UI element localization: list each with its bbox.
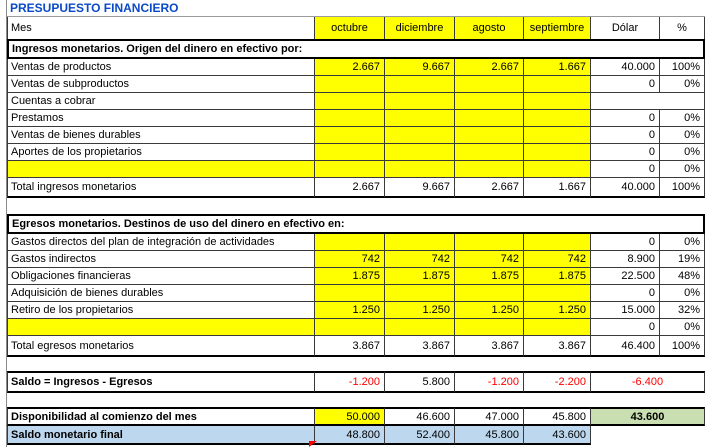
cell-dolar[interactable]: 15.000 (591, 302, 660, 319)
cell-agosto[interactable] (455, 234, 524, 251)
month-header-agosto: agosto (455, 17, 524, 39)
table-row (7, 234, 705, 251)
cell-agosto[interactable]: 45.800 (455, 426, 524, 445)
cell-agosto[interactable]: 2.667 (455, 178, 524, 198)
section-header-egresos: Egresos monetarios. Destinos de uso del dinero en efectivo en: (7, 214, 705, 234)
cell-octubre[interactable] (315, 110, 385, 127)
table-row (7, 76, 705, 93)
table-row (7, 302, 705, 319)
cell-septiembre[interactable] (524, 234, 591, 251)
cell-septiembre[interactable]: 45.800 (524, 407, 591, 426)
cell-octubre[interactable] (315, 234, 385, 251)
section-spacer (7, 198, 705, 214)
cell-octubre[interactable]: 742 (315, 251, 385, 268)
cell-dolar[interactable]: 8.900 (591, 251, 660, 268)
cell-octubre[interactable] (315, 285, 385, 302)
cell-percent[interactable]: 48% (660, 268, 705, 285)
cell-dolar-percent-merged[interactable] (591, 93, 705, 110)
row-label: Obligaciones financieras (7, 268, 315, 285)
row-label: Saldo monetario final (7, 426, 315, 445)
row-label: Saldo = Ingresos - Egresos (7, 371, 315, 393)
cell-agosto[interactable]: 47.000 (455, 407, 524, 426)
row-label: Ventas de productos (7, 59, 315, 76)
saldo-row (7, 371, 705, 393)
cell-octubre[interactable] (315, 161, 385, 178)
cell-octubre[interactable] (315, 144, 385, 161)
section-spacer (7, 357, 705, 371)
budget-spreadsheet (7, 0, 705, 445)
cell-percent[interactable]: 0% (660, 110, 705, 127)
row-label: Ventas de subproductos (7, 76, 315, 93)
cell-octubre[interactable]: -1.200 (315, 371, 385, 393)
table-row (7, 268, 705, 285)
cell-diciembre[interactable]: 52.400 (385, 426, 455, 445)
cell-octubre[interactable]: 48.800 (315, 426, 385, 445)
row-label: Total ingresos monetarios (7, 178, 315, 198)
cell-agosto[interactable] (455, 319, 524, 336)
row-label: Retiro de los propietarios (7, 302, 315, 319)
percent-header-cell: % (660, 17, 705, 39)
cell-agosto[interactable] (455, 144, 524, 161)
cell-percent[interactable]: 32% (660, 302, 705, 319)
cell-septiembre[interactable] (524, 76, 591, 93)
row-label: Cuentas a cobrar (7, 93, 315, 110)
cell-septiembre[interactable] (524, 93, 591, 110)
cell-agosto[interactable] (455, 93, 524, 110)
section-header-ingresos: Ingresos monetarios. Origen del dinero en efectivo por: (7, 39, 705, 59)
month-header-octubre: octubre (315, 17, 385, 39)
cell-septiembre[interactable] (524, 127, 591, 144)
cell-agosto[interactable] (455, 161, 524, 178)
cell-diciembre[interactable] (385, 285, 455, 302)
row-label (7, 161, 315, 178)
column-header-row (7, 17, 705, 39)
cell-octubre[interactable] (315, 319, 385, 336)
cell-diciembre[interactable]: 5.800 (385, 371, 455, 393)
row-label: Total egresos monetarios (7, 336, 315, 357)
table-row-blank (7, 161, 705, 178)
table-row-blank (7, 319, 705, 336)
total-egresos-row (7, 336, 705, 357)
cell-agosto[interactable] (455, 285, 524, 302)
cell-septiembre[interactable]: 43.600 (524, 426, 591, 445)
cell-diciembre[interactable] (385, 319, 455, 336)
cell-diciembre[interactable]: 742 (385, 251, 455, 268)
page-title: PRESUPUESTO FINANCIERO (10, 1, 179, 15)
row-label: Adquisición de bienes durables (7, 285, 315, 302)
month-header-septiembre: septiembre (524, 17, 591, 39)
cell-septiembre[interactable] (524, 144, 591, 161)
cell-septiembre[interactable]: 1.250 (524, 302, 591, 319)
table-row (7, 144, 705, 161)
cell-dolar[interactable]: 22.500 (591, 268, 660, 285)
total-ingresos-row (7, 178, 705, 198)
comment-indicator-icon (309, 441, 317, 447)
cell-percent[interactable]: 0% (660, 76, 705, 93)
cell-agosto[interactable]: 2.667 (455, 59, 524, 76)
cell-saldo-total[interactable]: -6.400 (591, 371, 705, 393)
cell-octubre[interactable]: 1.250 (315, 302, 385, 319)
row-label: Gastos indirectos (7, 251, 315, 268)
saldo-final-row (7, 426, 705, 445)
row-label: Gastos directos del plan de integración de actividades (7, 234, 315, 251)
row-label: Ventas de bienes durables (7, 127, 315, 144)
title-row (7, 0, 705, 17)
cell-dolar[interactable]: 0 (591, 319, 660, 336)
cell-septiembre[interactable]: 3.867 (524, 336, 591, 357)
cell-diciembre[interactable] (385, 93, 455, 110)
table-row (7, 127, 705, 144)
cell-diciembre[interactable]: 9.667 (385, 178, 455, 198)
cell-diciembre[interactable]: 9.667 (385, 59, 455, 76)
cell-disponibilidad-total[interactable]: 43.600 (591, 407, 705, 426)
cell-agosto[interactable]: 742 (455, 251, 524, 268)
cell-agosto[interactable] (455, 76, 524, 93)
cell-diciembre[interactable] (385, 110, 455, 127)
cell-agosto[interactable]: -1.200 (455, 371, 524, 393)
cell-dolar[interactable]: 0 (591, 144, 660, 161)
row-label (7, 319, 315, 336)
cell-octubre[interactable] (315, 93, 385, 110)
cell-percent[interactable]: 19% (660, 251, 705, 268)
cell-percent[interactable]: 0% (660, 144, 705, 161)
table-row (7, 285, 705, 302)
cell-agosto[interactable]: 3.867 (455, 336, 524, 357)
cell-percent[interactable]: 100% (660, 59, 705, 76)
table-row (7, 251, 705, 268)
cell-percent[interactable]: 0% (660, 285, 705, 302)
cell-octubre[interactable]: 1.875 (315, 268, 385, 285)
cell-septiembre[interactable]: -2.200 (524, 371, 591, 393)
cell-diciembre[interactable]: 1.875 (385, 268, 455, 285)
cell-diciembre[interactable]: 1.250 (385, 302, 455, 319)
cell-diciembre[interactable] (385, 234, 455, 251)
cell-dolar[interactable]: 0 (591, 285, 660, 302)
cell-dolar[interactable]: 40.000 (591, 178, 660, 198)
row-label: Aportes de los propietarios (7, 144, 315, 161)
cell-dolar[interactable]: 0 (591, 234, 660, 251)
cell-dolar[interactable]: 46.400 (591, 336, 660, 357)
row-label: Prestamos (7, 110, 315, 127)
cell-agosto[interactable]: 1.250 (455, 302, 524, 319)
cell-septiembre[interactable] (524, 285, 591, 302)
cell-diciembre[interactable]: 46.600 (385, 407, 455, 426)
cell-percent[interactable]: 0% (660, 234, 705, 251)
cell-diciembre[interactable]: 3.867 (385, 336, 455, 357)
cell-diciembre[interactable] (385, 127, 455, 144)
cell-agosto[interactable] (455, 110, 524, 127)
cell-percent[interactable]: 0% (660, 161, 705, 178)
cell-octubre[interactable]: 50.000 (315, 407, 385, 426)
cell-percent[interactable]: 100% (660, 336, 705, 357)
cell-septiembre[interactable]: 1.667 (524, 59, 591, 76)
month-header-diciembre: diciembre (385, 17, 455, 39)
row-label: Disponibilidad al comienzo del mes (7, 407, 315, 426)
mes-header-cell: Mes (7, 17, 315, 39)
cell-octubre[interactable]: 2.667 (315, 178, 385, 198)
cell-percent[interactable]: 100% (660, 178, 705, 198)
cell-octubre[interactable] (315, 127, 385, 144)
cell-septiembre[interactable]: 1.667 (524, 178, 591, 198)
cell-septiembre[interactable]: 1.875 (524, 268, 591, 285)
cell-septiembre[interactable] (524, 161, 591, 178)
table-row (7, 59, 705, 76)
cell-septiembre[interactable] (524, 110, 591, 127)
cell-dolar[interactable]: 0 (591, 76, 660, 93)
cell-percent[interactable]: 0% (660, 127, 705, 144)
cell-diciembre[interactable] (385, 76, 455, 93)
cell-septiembre[interactable] (524, 319, 591, 336)
section-spacer (7, 393, 705, 407)
cell-percent[interactable]: 0% (660, 319, 705, 336)
cell-diciembre[interactable] (385, 144, 455, 161)
cell-diciembre[interactable] (385, 161, 455, 178)
table-row (7, 110, 705, 127)
cell-dolar[interactable]: 40.000 (591, 59, 660, 76)
table-row (7, 93, 705, 110)
cell-octubre[interactable]: 3.867 (315, 336, 385, 357)
cell-septiembre[interactable]: 742 (524, 251, 591, 268)
dolar-header-cell: Dólar (591, 17, 660, 39)
cell-agosto[interactable] (455, 127, 524, 144)
cell-dolar[interactable]: 0 (591, 127, 660, 144)
cell-dolar[interactable]: 0 (591, 161, 660, 178)
cell-octubre[interactable]: 2.667 (315, 59, 385, 76)
cell-agosto[interactable]: 1.875 (455, 268, 524, 285)
cell-octubre[interactable] (315, 76, 385, 93)
cell-dolar[interactable]: 0 (591, 110, 660, 127)
disponibilidad-row (7, 407, 705, 426)
